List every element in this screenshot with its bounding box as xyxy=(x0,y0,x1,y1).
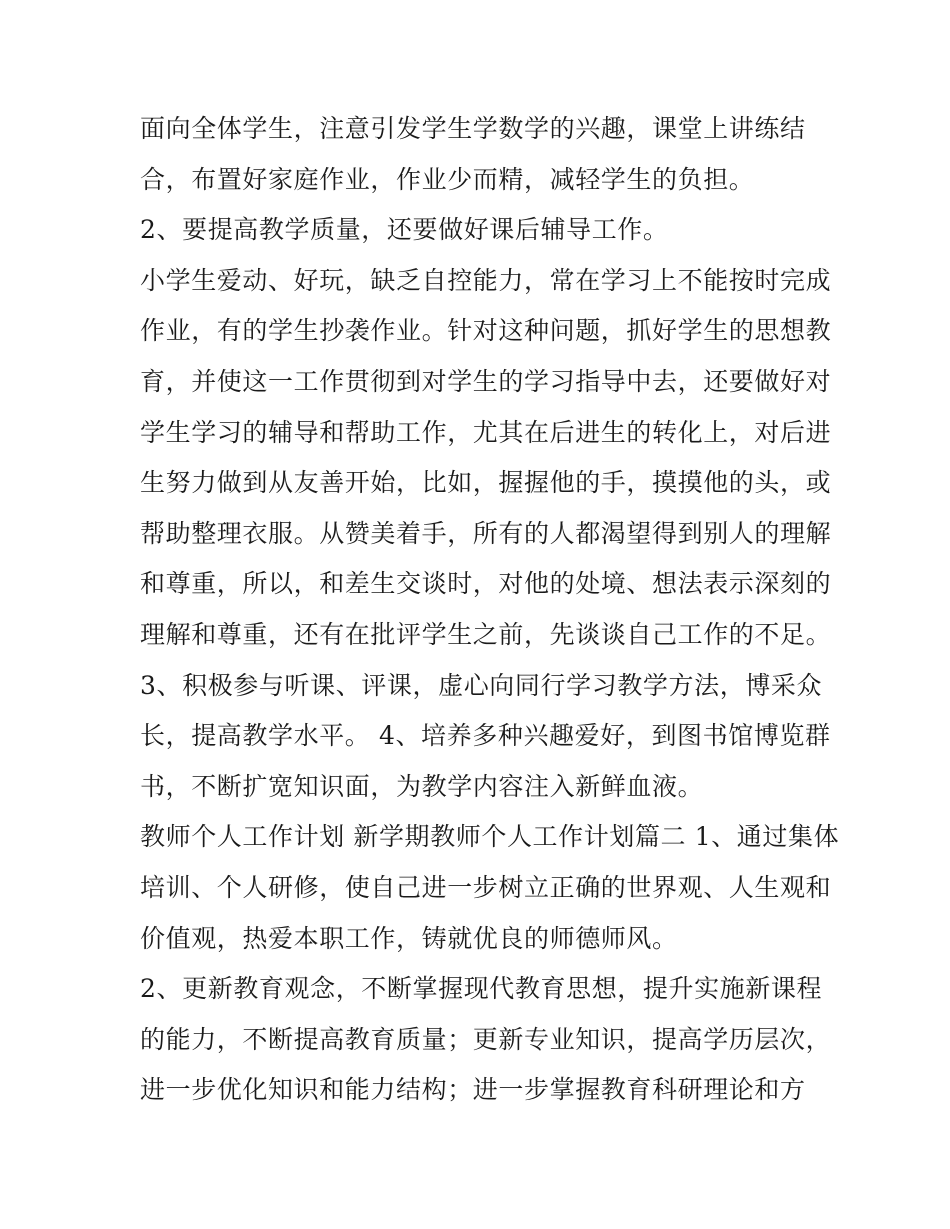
text-line: 育，并使这一工作贯彻到对学生的学习指导中去，还要做好对 xyxy=(140,366,832,396)
text-line: 长，提高教学水平。 4、培养多种兴趣爱好，到图书馆博览群 xyxy=(140,721,831,751)
text-line: 3、积极参与听课、评课，虚心向同行学习教学方法，博采众 xyxy=(140,670,823,700)
body-text xyxy=(140,104,840,1116)
text-line: 教师个人工作计划 新学期教师个人工作计划篇二 1、通过集体 xyxy=(140,822,840,852)
text-line: 进一步优化知识和能力结构；进一步掌握教育科研理论和方 xyxy=(140,1075,806,1105)
text-line: 书，不断扩宽知识面，为教学内容注入新鲜血液。 xyxy=(140,771,704,801)
text-line: 学生学习的辅导和帮助工作，尤其在后进生的转化上，对后进 xyxy=(140,417,832,447)
text-line: 理解和尊重，还有在批评学生之前，先谈谈自己工作的不足。 xyxy=(140,619,832,649)
text-line: 小学生爱动、好玩，缺乏自控能力，常在学习上不能按时完成 xyxy=(140,265,832,295)
text-line: 价值观，热爱本职工作，铸就优良的师德师风。 xyxy=(140,923,678,953)
text-line: 培训、个人研修，使自己进一步树立正确的世界观、人生观和 xyxy=(140,872,832,902)
text-line: 的能力，不断提高教育质量；更新专业知识，提高学历层次， xyxy=(140,1024,832,1054)
text-line: 合，布置好家庭作业，作业少而精，减轻学生的负担。 xyxy=(140,164,755,194)
text-line: 作业，有的学生抄袭作业。针对这种问题，抓好学生的思想教 xyxy=(140,316,832,346)
text-line: 2、更新教育观念，不断掌握现代教育思想，提升实施新课程 xyxy=(140,974,823,1004)
text-line: 帮助整理衣服。从赞美着手，所有的人都渴望得到别人的理解 xyxy=(140,518,832,548)
text-line: 2、要提高教学质量，还要做好课后辅导工作。 xyxy=(140,215,669,245)
text-line: 面向全体学生，注意引发学生学数学的兴趣，课堂上讲练结 xyxy=(140,114,806,143)
text-line: 和尊重，所以，和差生交谈时，对他的处境、想法表示深刻的 xyxy=(140,569,832,599)
text-line: 生努力做到从友善开始，比如，握握他的手，摸摸他的头，或 xyxy=(140,468,832,498)
